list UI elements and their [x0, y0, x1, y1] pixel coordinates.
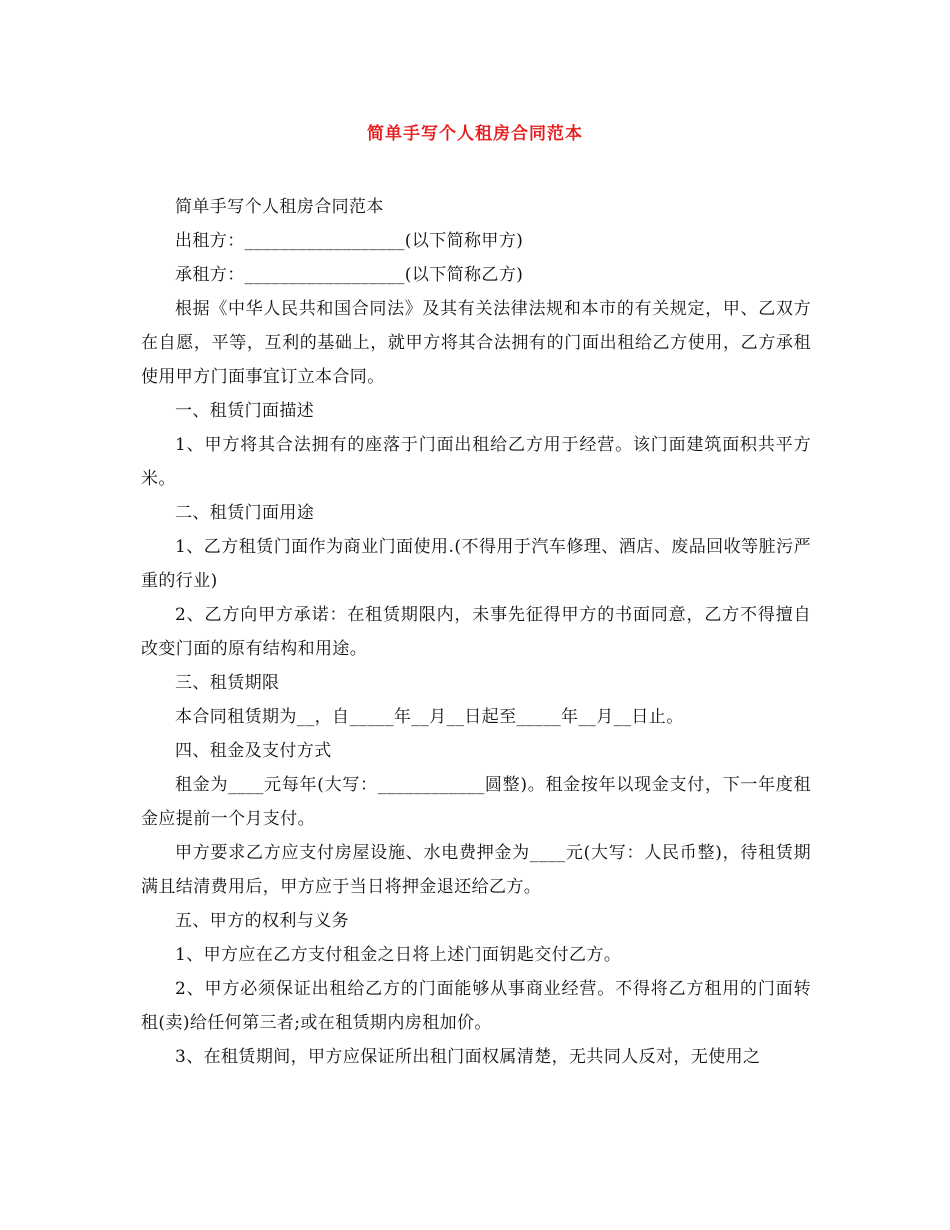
- section-heading-3: 三、租赁期限: [175, 673, 280, 693]
- paragraph-clause: 1、乙方租赁门面作为商业门面使用.(不得用于汽车修理、酒店、废品回收等脏污严重的行业): [141, 537, 811, 591]
- paragraph-clause: 1、甲方将其合法拥有的座落于门面出租给乙方用于经营。该门面建筑面积共平方米。: [141, 435, 811, 489]
- section-heading-2: 二、租赁门面用途: [175, 503, 315, 523]
- paragraph-lessee: 承租方：__________________(以下简称乙方): [175, 265, 524, 285]
- paragraph-clause: 本合同租赁期为__，自_____年__月__日起至_____年__月__日止。: [175, 707, 684, 727]
- paragraph-clause: 甲方要求乙方应支付房屋设施、水电费押金为____元(大写：人民币整)，待租赁期满且结清费用后，甲方应于当日将押金退还给乙方。: [141, 843, 811, 897]
- paragraph-clause: 1、甲方应在乙方支付租金之日将上述门面钥匙交付乙方。: [175, 945, 622, 965]
- section-heading-5: 五、甲方的权利与义务: [175, 911, 349, 931]
- paragraph-clause: 2、甲方必须保证出租给乙方的门面能够从事商业经营。不得将乙方租用的门面转租(卖)给任何第三者;或在租赁期内房租加价。: [141, 979, 811, 1033]
- paragraph-clause: 2、乙方向甲方承诺：在租赁期限内，未事先征得甲方的书面同意，乙方不得擅自改变门面的原有结构和用途。: [141, 605, 811, 659]
- paragraph-clause: 3、在租赁期间，甲方应保证所出租门面权属清楚，无共同人反对，无使用之: [175, 1047, 761, 1067]
- section-heading-1: 一、租赁门面描述: [175, 401, 315, 421]
- contract-body: [141, 190, 811, 1074]
- paragraph-heading: 简单手写个人租房合同范本: [175, 197, 384, 217]
- paragraph-clause: 租金为____元每年(大写：____________圆整)。租金按年以现金支付，下一年度租金应提前一个月支付。: [141, 775, 811, 829]
- paragraph-lessor: 出租方：__________________(以下简称甲方): [175, 231, 524, 251]
- paragraph-preamble: 根据《中华人民共和国合同法》及其有关法律法规和本市的有关规定，甲、乙双方在自愿，平等，互利的基础上，就甲方将其合法拥有的门面出租给乙方使用，乙方承租使用甲方门面事宜订立本合同。: [141, 299, 811, 387]
- document-title: 简单手写个人租房合同范本: [367, 124, 583, 144]
- section-heading-4: 四、租金及支付方式: [175, 741, 332, 761]
